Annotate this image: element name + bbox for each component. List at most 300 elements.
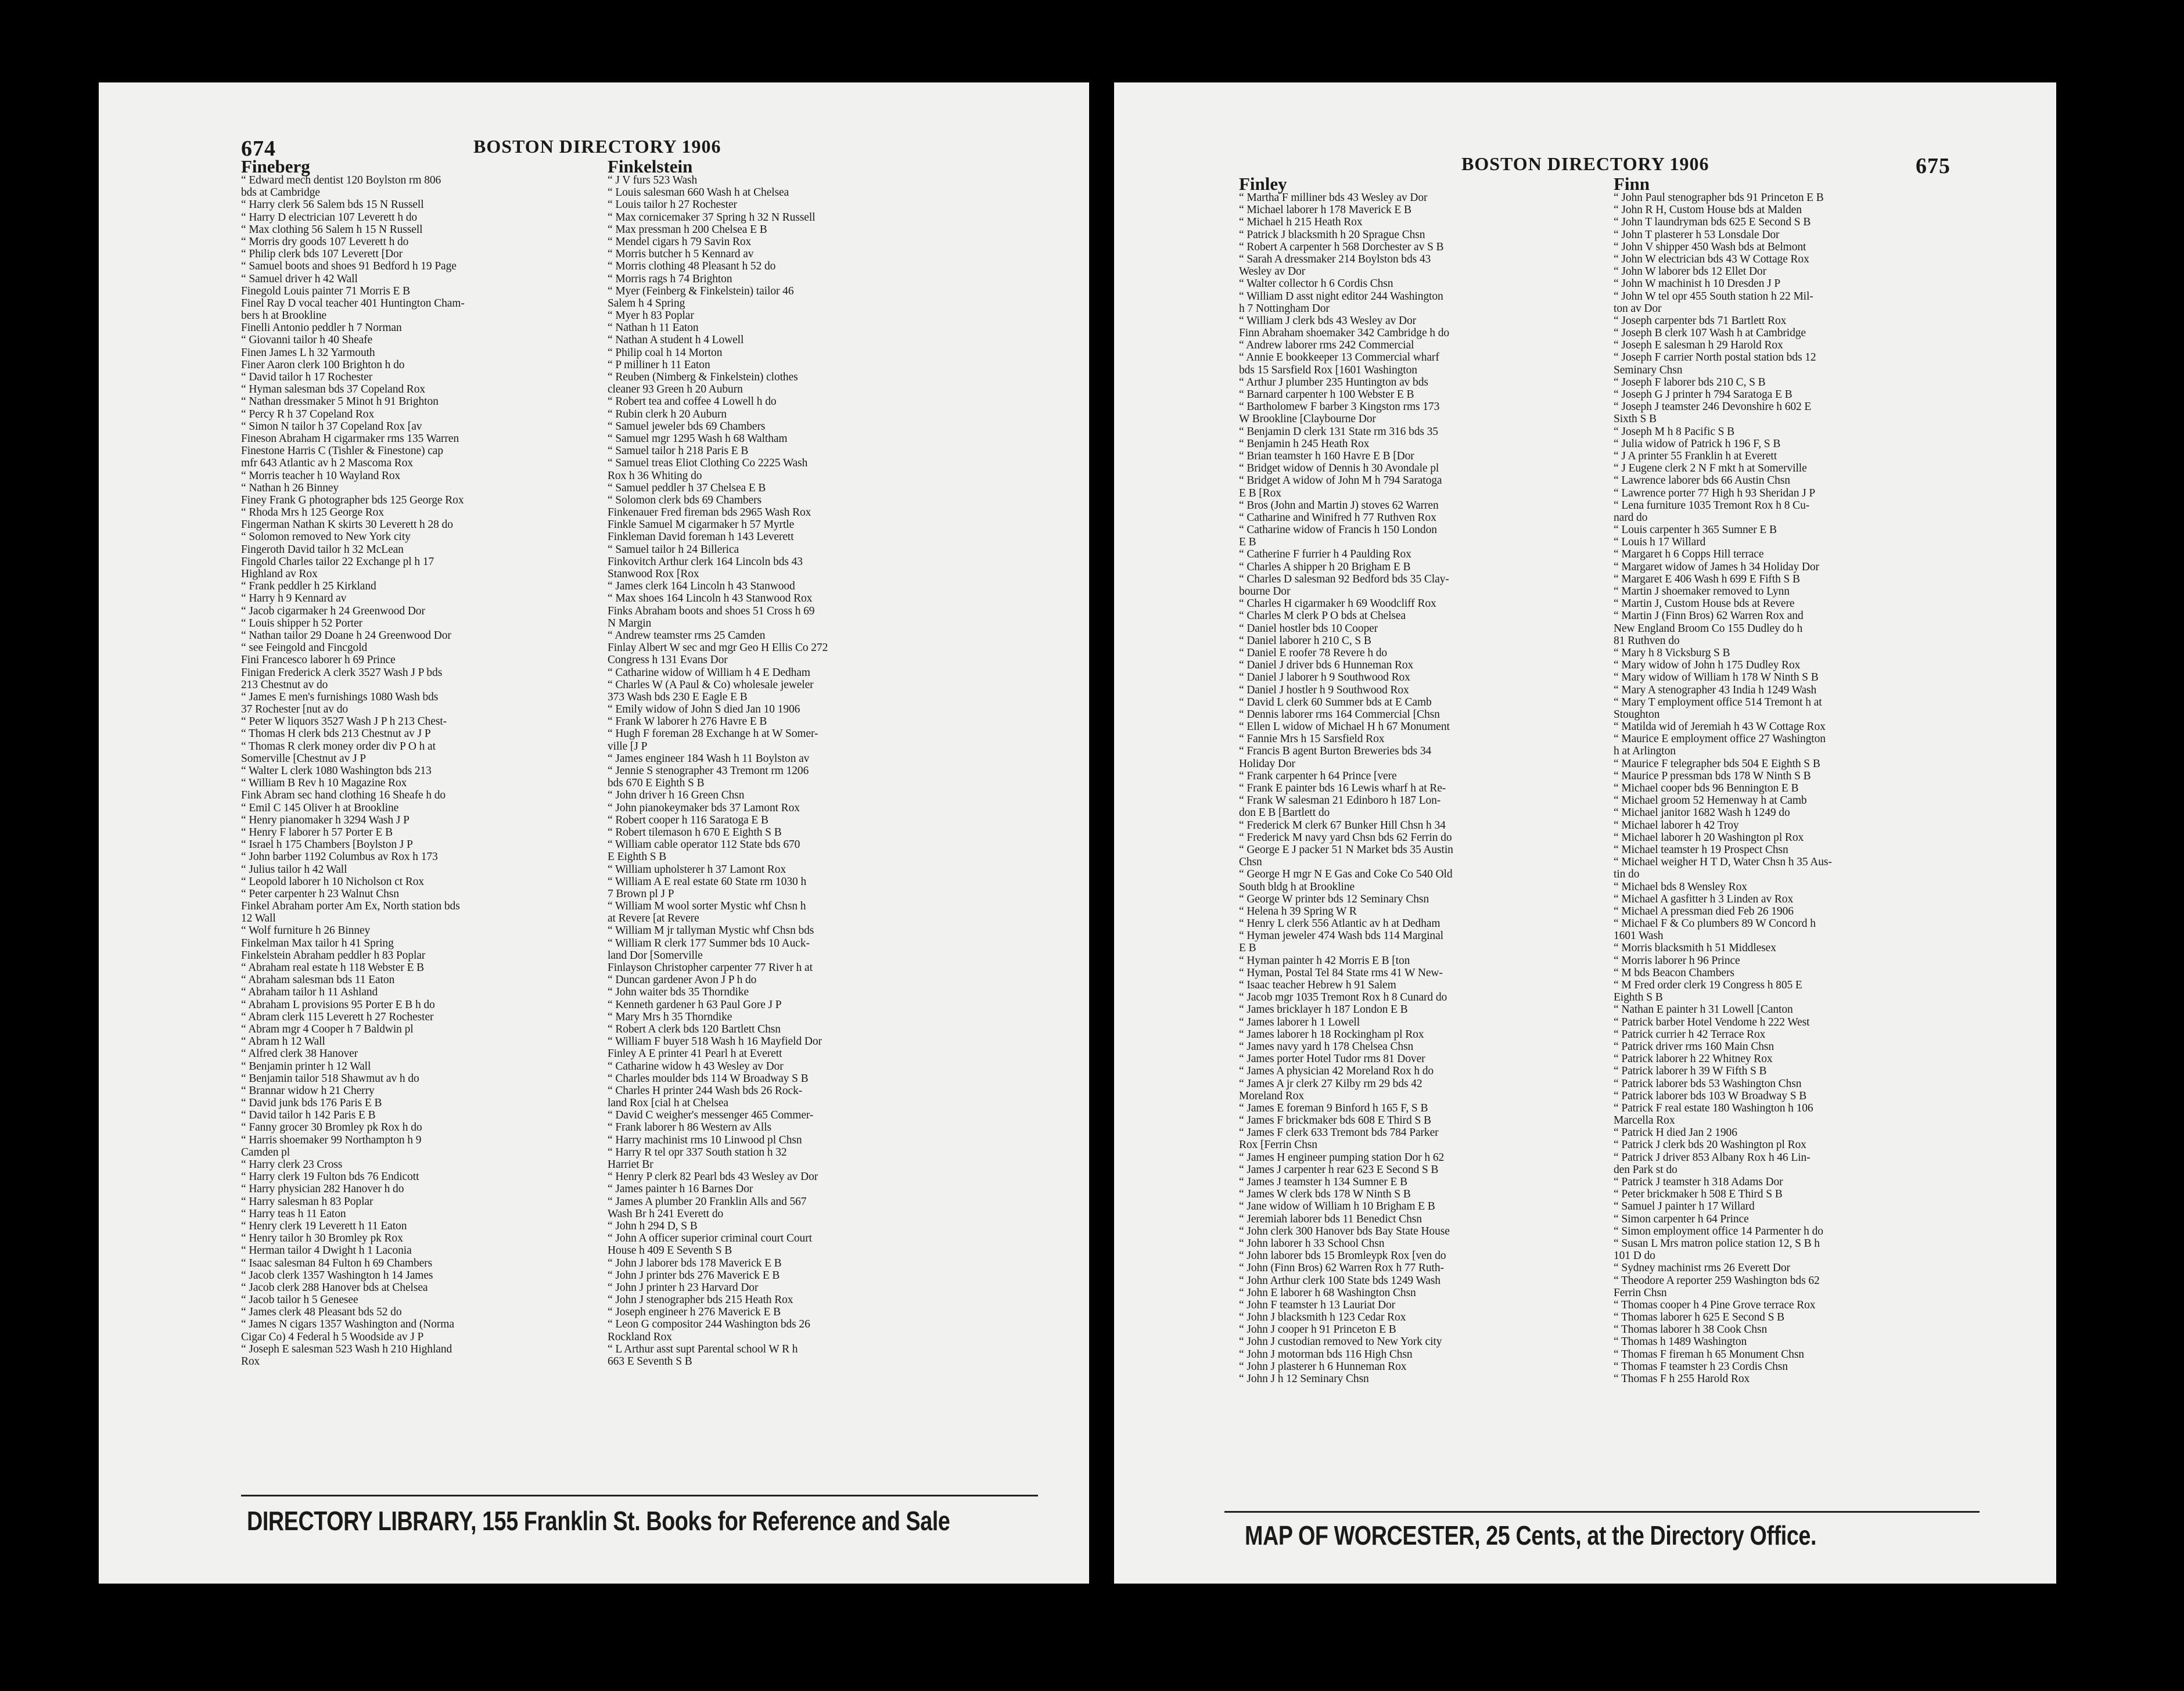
- directory-entry: Finegold Louis painter 71 Morris E B: [241, 285, 411, 297]
- left-column-1-head: Fineberg: [241, 156, 310, 177]
- directory-entry: “ Joseph carpenter bds 71 Bartlett Rox: [1614, 314, 1787, 327]
- directory-entry: “ John J blacksmith h 123 Cedar Rox: [1239, 1311, 1406, 1324]
- directory-entry: E B [Rox: [1239, 487, 1281, 499]
- directory-entry: “ Jane widow of William h 10 Brigham E B: [1239, 1200, 1435, 1213]
- directory-entry: don E B [Bartlett do: [1239, 807, 1330, 819]
- directory-entry: N Margin: [608, 617, 652, 629]
- directory-entry: “ John J printer h 23 Harvard Dor: [608, 1281, 759, 1294]
- directory-entry: “ Walter L clerk 1080 Washington bds 213: [241, 765, 432, 777]
- directory-entry: “ Lawrence laborer bds 66 Austin Chsn: [1614, 474, 1790, 487]
- directory-entry: “ Matilda wid of Jeremiah h 43 W Cottage Rox: [1614, 721, 1826, 733]
- directory-entry: “ L Arthur asst supt Parental school W R h: [608, 1343, 798, 1355]
- directory-entry: “ Patrick J driver 853 Albany Rox h 46 Lin-: [1614, 1151, 1811, 1164]
- directory-entry: “ Fanny grocer 30 Bromley pk Rox h do: [241, 1121, 422, 1134]
- directory-entry: Highland av Rox: [241, 568, 318, 580]
- directory-entry: “ Helena h 39 Spring W R: [1239, 905, 1357, 918]
- directory-entry: “ John A officer superior criminal court Court: [608, 1232, 812, 1245]
- directory-entry: “ Sarah A dressmaker 214 Boylston bds 43: [1239, 253, 1431, 265]
- directory-entry: “ Max clothing 56 Salem h 15 N Russell: [241, 223, 423, 236]
- directory-entry: 7 Brown pl J P: [608, 887, 674, 900]
- directory-entry: “ Thomas R clerk money order div P O h at: [241, 740, 436, 753]
- directory-entry: “ William R clerk 177 Summer bds 10 Auck-: [608, 937, 810, 949]
- directory-entry: “ Hugh F foreman 28 Exchange h at W Somer-: [608, 728, 818, 740]
- right-page-number: 675: [1916, 154, 1950, 178]
- directory-entry: “ James E foreman 9 Binford h 165 F, S B: [1239, 1102, 1428, 1114]
- directory-entry: “ Abraham salesman bds 11 Eaton: [241, 974, 395, 987]
- directory-entry: Wash Br h 241 Everett do: [608, 1207, 724, 1220]
- directory-entry: “ Thomas h 1489 Washington: [1614, 1336, 1747, 1348]
- directory-entry: E B: [1239, 536, 1256, 549]
- right-column-2-head: Finn: [1614, 174, 1650, 194]
- directory-entry: “ Simon employment office 14 Parmenter h do: [1614, 1225, 1823, 1237]
- directory-entry: “ Robert A carpenter h 568 Dorchester av S B: [1239, 240, 1444, 253]
- directory-entry: “ John R H, Custom House bds at Malden: [1614, 204, 1802, 217]
- directory-entry: “ William upholsterer h 37 Lamont Rox: [608, 863, 786, 876]
- directory-entry: “ Abram clerk 115 Leverett h 27 Rochester: [241, 1010, 434, 1023]
- directory-entry: “ Solomon clerk bds 69 Chambers: [608, 494, 761, 506]
- directory-entry: “ Charles moulder bds 114 W Broadway S B: [608, 1072, 809, 1085]
- directory-entry: “ Hyman jeweler 474 Wash bds 114 Marginal: [1239, 930, 1443, 942]
- directory-entry: “ Walter collector h 6 Cordis Chsn: [1239, 278, 1393, 290]
- directory-entry: “ Patrick J blacksmith h 20 Sprague Chsn: [1239, 228, 1425, 241]
- directory-entry: “ John F teamster h 13 Lauriat Dor: [1239, 1298, 1395, 1311]
- directory-entry: “ Edward mech dentist 120 Boylston rm 806: [241, 174, 441, 186]
- directory-entry: Rockland Rox: [608, 1330, 672, 1343]
- left-column-2: [608, 156, 971, 1368]
- directory-entry: “ Dennis laborer rms 164 Commercial [Chsn: [1239, 708, 1440, 721]
- directory-entry: “ Hyman painter h 42 Morris E B [ton: [1239, 954, 1410, 967]
- directory-entry: “ Joseph J teamster 246 Devonshire h 602 E: [1614, 401, 1812, 413]
- directory-entry: “ Mary A stenographer 43 India h 1249 Wash: [1614, 683, 1817, 696]
- directory-entry: “ Henry tailor h 30 Bromley pk Rox: [241, 1232, 403, 1245]
- directory-entry: “ Catharine widow h 43 Wesley av Dor: [608, 1060, 784, 1073]
- directory-entry: “ Harry h 9 Kennard av: [241, 592, 347, 605]
- directory-entry: “ Robert tilemason h 670 E Eighth S B: [608, 826, 782, 839]
- directory-entry: “ Henry P clerk 82 Pearl bds 43 Wesley av Dor: [608, 1171, 818, 1183]
- directory-entry: “ Thomas cooper h 4 Pine Grove terrace Rox: [1614, 1298, 1816, 1311]
- directory-entry: “ Thomas F teamster h 23 Cordis Chsn: [1614, 1360, 1788, 1373]
- directory-entry: “ Frank peddler h 25 Kirkland: [241, 580, 376, 593]
- directory-entry: “ Michael groom 52 Hemenway h at Camb: [1614, 794, 1807, 807]
- directory-entry: “ Martin J shoemaker removed to Lynn: [1614, 585, 1790, 598]
- directory-entry: Camden pl: [241, 1146, 290, 1158]
- directory-entry: “ James A plumber 20 Franklin Alls and 567: [608, 1195, 807, 1208]
- directory-entry: “ Harry clerk 19 Fulton bds 76 Endicott: [241, 1171, 419, 1183]
- directory-entry: Fini Francesco laborer h 69 Prince: [241, 654, 396, 667]
- directory-entry: “ Catharine and Winifred h 77 Ruthven Rox: [1239, 511, 1436, 524]
- directory-entry: “ Thomas laborer h 38 Cook Chsn: [1614, 1323, 1768, 1336]
- directory-entry: “ John T laundryman bds 625 E Second S B: [1614, 216, 1811, 229]
- directory-entry: “ John J plasterer h 6 Hunneman Rox: [1239, 1360, 1407, 1373]
- directory-entry: Finer Aaron clerk 100 Brighton h do: [241, 358, 405, 371]
- directory-entry: Holiday Dor: [1239, 757, 1295, 770]
- directory-entry: “ Patrick laborer h 39 W Fifth S B: [1614, 1065, 1767, 1078]
- directory-entry: “ Mary Mrs h 35 Thorndike: [608, 1010, 732, 1023]
- directory-entry: “ Patrick laborer bds 53 Washington Chsn: [1614, 1077, 1802, 1090]
- directory-entry: “ Morris butcher h 5 Kennard av: [608, 248, 754, 261]
- directory-entry: “ Philip clerk bds 107 Leverett [Dor: [241, 248, 403, 261]
- directory-entry: “ Bridget widow of Dennis h 30 Avondale pl: [1239, 462, 1439, 475]
- directory-entry: Finelli Antonio peddler h 7 Norman: [241, 322, 402, 334]
- directory-entry: “ Abraham tailor h 11 Ashland: [241, 986, 378, 999]
- directory-entry: “ Joseph B clerk 107 Wash h at Cambridge: [1614, 327, 1806, 340]
- directory-entry: “ Margaret widow of James h 34 Holiday Dor: [1614, 560, 1819, 573]
- directory-entry: Finigan Frederick A clerk 3527 Wash J P bds: [241, 666, 443, 679]
- directory-entry: W Brookline [Claybourne Dor: [1239, 413, 1376, 426]
- directory-entry: “ James bricklayer h 187 London E B: [1239, 1003, 1408, 1016]
- directory-entry: New England Broom Co 155 Dudley do h: [1614, 622, 1803, 635]
- directory-entry: Fingeroth David tailor h 32 McLean: [241, 543, 404, 556]
- directory-entry: “ Reuben (Nimberg & Finkelstein) clothes: [608, 371, 798, 383]
- directory-entry: “ David L clerk 60 Summer bds at E Camb: [1239, 696, 1432, 708]
- directory-entry: “ Leon G compositor 244 Washington bds 26: [608, 1318, 810, 1331]
- directory-entry: Finlayson Christopher carpenter 77 River h at: [608, 962, 813, 974]
- directory-entry: Finestone Harris C (Tishler & Finestone) cap: [241, 445, 444, 458]
- directory-entry: Finkovitch Arthur clerk 164 Lincoln bds 43: [608, 555, 803, 568]
- directory-entry: “ Herman tailor 4 Dwight h 1 Laconia: [241, 1244, 412, 1257]
- right-footer-rule: [1224, 1511, 1980, 1513]
- directory-entry: “ Harry clerk 23 Cross: [241, 1158, 343, 1171]
- directory-entry: “ Samuel driver h 42 Wall: [241, 272, 358, 285]
- directory-entry: “ Hyman salesman bds 37 Copeland Rox: [241, 383, 426, 396]
- directory-entry: “ Catherine F furrier h 4 Paulding Rox: [1239, 548, 1411, 561]
- directory-entry: “ Wolf furniture h 26 Binney: [241, 924, 371, 937]
- directory-entry: “ Peter brickmaker h 508 E Third S B: [1614, 1188, 1783, 1201]
- directory-entry: “ Nathan dressmaker 5 Minot h 91 Brighton: [241, 395, 439, 408]
- directory-entry: “ James A jr clerk 27 Kilby rm 29 bds 42: [1239, 1077, 1423, 1090]
- directory-entry: “ James J carpenter h rear 623 E Second S B: [1239, 1163, 1439, 1176]
- left-running-head: [241, 136, 961, 159]
- directory-entry: land Dor [Somerville: [608, 949, 703, 962]
- directory-entry: “ Isaac salesman 84 Fulton h 69 Chambers: [241, 1257, 433, 1269]
- directory-entry: “ Peter carpenter h 23 Walnut Chsn: [241, 887, 399, 900]
- directory-entry: “ Israel h 175 Chambers [Boylston J P: [241, 839, 413, 851]
- directory-entry: “ Rhoda Mrs h 125 George Rox: [241, 506, 384, 519]
- directory-entry: “ James F clerk 633 Tremont bds 784 Parker: [1239, 1127, 1439, 1139]
- directory-entry: “ John E laborer h 68 Washington Chsn: [1239, 1286, 1416, 1299]
- directory-entry: “ Louis salesman 660 Wash h at Chelsea: [608, 186, 789, 199]
- directory-entry: “ Henry clerk 19 Leverett h 11 Eaton: [241, 1219, 407, 1232]
- directory-entry: “ Harry teas h 11 Eaton: [241, 1207, 346, 1220]
- directory-entry: “ Sydney machinist rms 26 Everett Dor: [1614, 1262, 1790, 1275]
- directory-entry: “ Myer (Feinberg & Finkelstein) tailor 46: [608, 285, 794, 297]
- directory-entry: “ Harris shoemaker 99 Northampton h 9: [241, 1134, 422, 1146]
- directory-entry: 213 Chestnut av do: [241, 678, 328, 691]
- directory-entry: “ Solomon removed to New York city: [241, 531, 411, 544]
- left-running-title: BOSTON DIRECTORY 1906: [473, 136, 721, 157]
- directory-entry: “ John J laborer bds 178 Maverick E B: [608, 1257, 782, 1269]
- directory-entry: “ Myer h 83 Poplar: [608, 310, 694, 322]
- directory-entry: “ Mary h 8 Vicksburg S B: [1614, 646, 1730, 659]
- directory-entry: “ John laborer h 33 School Chsn: [1239, 1237, 1385, 1250]
- directory-entry: Wesley av Dor: [1239, 265, 1306, 278]
- directory-entry: “ David tailor h 142 Paris E B: [241, 1109, 376, 1122]
- directory-entry: “ Hyman, Postal Tel 84 State rms 41 W New-: [1239, 966, 1443, 979]
- directory-entry: “ George W printer bds 12 Seminary Chsn: [1239, 893, 1429, 905]
- directory-entry: Harriet Br: [608, 1158, 653, 1171]
- directory-entry: “ David tailor h 17 Rochester: [241, 371, 373, 383]
- directory-entry: bds 670 E Eighth S B: [608, 777, 705, 790]
- directory-entry: South bldg h at Brookline: [1239, 880, 1355, 893]
- directory-entry: “ John waiter bds 35 Thorndike: [608, 986, 749, 999]
- left-footer-rule: [241, 1495, 1038, 1496]
- directory-entry: Finkleman David foreman h 143 Leverett: [608, 531, 794, 544]
- directory-entry: “ Percy R h 37 Copeland Rox: [241, 408, 375, 420]
- directory-entry: “ John (Finn Bros) 62 Warren Rox h 77 Ruth-: [1239, 1262, 1444, 1275]
- directory-entry: “ Charles H printer 244 Wash bds 26 Rock-: [608, 1084, 803, 1097]
- directory-entry: “ Francis B agent Burton Breweries bds 34: [1239, 745, 1432, 758]
- directory-entry: Sixth S B: [1614, 413, 1657, 426]
- directory-entry: “ John barber 1192 Columbus av Rox h 173: [241, 851, 438, 864]
- directory-entry: “ Nathan tailor 29 Doane h 24 Greenwood Dor: [241, 629, 451, 642]
- directory-entry: “ Morris clothing 48 Pleasant h 52 do: [608, 260, 776, 273]
- directory-entry: “ Bridget A widow of John M h 794 Saratoga: [1239, 474, 1442, 487]
- directory-entry: “ James W clerk bds 178 W Ninth S B: [1239, 1188, 1411, 1201]
- directory-entry: “ Frank E painter bds 16 Lewis wharf h at Re-: [1239, 782, 1446, 794]
- directory-entry: h 7 Nottingham Dor: [1239, 302, 1330, 315]
- directory-entry: Ferrin Chsn: [1614, 1286, 1667, 1299]
- directory-entry: “ James laborer h 18 Rockingham pl Rox: [1239, 1028, 1424, 1041]
- right-running-title: BOSTON DIRECTORY 1906: [1461, 153, 1709, 174]
- directory-entry: “ Abram mgr 4 Cooper h 7 Baldwin pl: [241, 1023, 414, 1035]
- directory-entry: Finel Ray D vocal teacher 401 Huntington Cham-: [241, 297, 465, 310]
- directory-entry: “ William D asst night editor 244 Washington: [1239, 290, 1443, 303]
- directory-entry: “ Harry salesman h 83 Poplar: [241, 1195, 373, 1208]
- directory-entry: “ Michael janitor 1682 Wash h 1249 do: [1614, 807, 1790, 819]
- directory-entry: “ Duncan gardener Avon J P h do: [608, 974, 757, 987]
- directory-entry: Chsn: [1239, 856, 1262, 869]
- directory-entry: mfr 643 Atlantic av h 2 Mascoma Rox: [241, 457, 413, 470]
- directory-entry: “ Louis h 17 Willard: [1614, 536, 1706, 549]
- directory-entry: “ Patrick J teamster h 318 Adams Dor: [1614, 1176, 1783, 1188]
- directory-entry: “ Patrick J clerk bds 20 Washington pl Rox: [1614, 1139, 1806, 1152]
- directory-entry: “ Jeremiah laborer bds 11 Benedict Chsn: [1239, 1213, 1422, 1225]
- directory-entry: “ Samuel treas Eliot Clothing Co 2225 Wash: [608, 457, 808, 470]
- directory-entry: “ Jacob mgr 1035 Tremont Rox h 8 Cunard do: [1239, 991, 1447, 1004]
- directory-entry: “ John J custodian removed to New York city: [1239, 1336, 1442, 1348]
- directory-entry: 101 D do: [1614, 1250, 1655, 1262]
- directory-entry: “ Margaret E 406 Wash h 699 E Fifth S B: [1614, 573, 1800, 585]
- directory-entry: “ J Eugene clerk 2 N F mkt h at Somerville: [1614, 462, 1807, 475]
- directory-entry: “ Bros (John and Martin J) stoves 62 Warren: [1239, 499, 1439, 512]
- directory-entry: “ P milliner h 11 Eaton: [608, 358, 710, 371]
- directory-entry: “ Daniel laborer h 210 C, S B: [1239, 634, 1371, 647]
- directory-entry: “ Harry machinist rms 10 Linwood pl Chsn: [608, 1134, 802, 1146]
- directory-entry: ville [J P: [608, 740, 648, 753]
- directory-entry: Stanwood Rox [Rox: [608, 568, 699, 580]
- directory-entry: “ William B Rev h 10 Magazine Rox: [241, 777, 407, 790]
- directory-entry: at Revere [at Revere: [608, 912, 699, 925]
- directory-entry: Somerville [Chestnut av J P: [241, 752, 367, 765]
- directory-entry: “ Patrick laborer bds 103 W Broadway S B: [1614, 1089, 1807, 1102]
- directory-entry: “ Michael cooper bds 96 Bennington E B: [1614, 782, 1799, 794]
- directory-entry: Finkenauer Fred fireman bds 2965 Wash Rox: [608, 506, 811, 519]
- directory-entry: Fineson Abraham H cigarmaker rms 135 Warren: [241, 432, 459, 445]
- directory-entry: “ Joseph M h 8 Pacific S B: [1614, 425, 1735, 438]
- left-page: [99, 82, 1089, 1584]
- left-footer-advert: DIRECTORY LIBRARY, 155 Franklin St. Books for Reference and Sale: [247, 1506, 950, 1536]
- left-page-number: 674: [241, 136, 276, 161]
- directory-entry: 373 Wash bds 230 E Eagle E B: [608, 690, 748, 703]
- directory-entry: 663 E Seventh S B: [608, 1355, 692, 1368]
- directory-entry: Finn Abraham shoemaker 342 Cambridge h do: [1239, 327, 1450, 340]
- directory-entry: Fingold Charles tailor 22 Exchange pl h 17: [241, 555, 434, 568]
- left-column-2-head: Finkelstein: [608, 156, 693, 177]
- directory-entry: “ Abram h 12 Wall: [241, 1035, 325, 1048]
- directory-entry: “ James navy yard h 178 Chelsea Chsn: [1239, 1040, 1414, 1053]
- directory-entry: “ Barnard carpenter h 100 Webster E B: [1239, 388, 1414, 401]
- directory-entry: “ Lawrence porter 77 High h 93 Sheridan J P: [1614, 487, 1816, 499]
- directory-entry: “ Samuel peddler h 37 Chelsea E B: [608, 481, 766, 494]
- directory-entry: “ Michael A pressman died Feb 26 1906: [1614, 905, 1794, 918]
- directory-entry: “ Maurice E employment office 27 Washington: [1614, 733, 1826, 746]
- directory-entry: “ J V furs 523 Wash: [608, 174, 698, 186]
- directory-entry: “ Frank W salesman 21 Edinboro h 187 Lon-: [1239, 794, 1441, 807]
- directory-entry: “ Julia widow of Patrick h 196 F, S B: [1614, 437, 1781, 450]
- directory-entry: Finen James L h 32 Yarmouth: [241, 346, 375, 359]
- directory-entry: “ Charles H cigarmaker h 69 Woodcliff Rox: [1239, 598, 1436, 610]
- directory-entry: “ M Fred order clerk 19 Congress h 805 E: [1614, 979, 1802, 991]
- directory-entry: “ Patrick driver rms 160 Main Chsn: [1614, 1040, 1774, 1053]
- directory-entry: bourne Dor: [1239, 585, 1291, 598]
- directory-entry: “ Fannie Mrs h 15 Sarsfield Rox: [1239, 733, 1385, 746]
- directory-entry: “ Jacob cigarmaker h 24 Greenwood Dor: [241, 605, 425, 617]
- directory-entry: House h 409 E Seventh S B: [608, 1244, 732, 1257]
- directory-entry: “ Simon carpenter h 64 Prince: [1614, 1213, 1749, 1225]
- directory-entry: “ Susan L Mrs matron police station 12, S B h: [1614, 1237, 1820, 1250]
- directory-entry: “ James laborer h 1 Lowell: [1239, 1016, 1360, 1028]
- left-column-2-entries: [608, 174, 971, 1368]
- directory-entry: Fink Abram sec hand clothing 16 Sheafe h do: [241, 789, 446, 802]
- directory-entry: Marcella Rox: [1614, 1114, 1675, 1127]
- directory-entry: “ Michael teamster h 19 Prospect Chsn: [1614, 843, 1788, 856]
- directory-entry: “ Abraham real estate h 118 Webster E B: [241, 962, 425, 974]
- directory-entry: “ Morris blacksmith h 51 Middlesex: [1614, 942, 1776, 955]
- directory-entry: “ Peter W liquors 3527 Wash J P h 213 Chest-: [241, 715, 447, 728]
- directory-entry: “ Robert A clerk bds 120 Bartlett Chsn: [608, 1023, 781, 1035]
- directory-entry: “ John J printer bds 276 Maverick E B: [608, 1269, 780, 1282]
- directory-entry: “ Daniel J hostler h 9 Southwood Rox: [1239, 683, 1409, 696]
- directory-entry: “ Morris dry goods 107 Leverett h do: [241, 235, 409, 248]
- directory-entry: “ William cable operator 112 State bds 670: [608, 839, 800, 851]
- directory-entry: “ Samuel mgr 1295 Wash h 68 Waltham: [608, 432, 788, 445]
- directory-entry: “ Nathan A student h 4 Lowell: [608, 334, 744, 347]
- directory-entry: “ Thomas H clerk bds 213 Chestnut av J P: [241, 728, 431, 740]
- directory-entry: “ Benjamin tailor 518 Shawmut av h do: [241, 1072, 419, 1085]
- directory-entry: “ Alfred clerk 38 Hanover: [241, 1048, 358, 1060]
- directory-entry: “ Frank W laborer h 276 Havre E B: [608, 715, 767, 728]
- directory-entry: “ Arthur J plumber 235 Huntington av bds: [1239, 376, 1428, 388]
- directory-entry: “ John laborer bds 15 Bromleypk Rox [ven do: [1239, 1250, 1446, 1262]
- directory-entry: “ George H mgr N E Gas and Coke Co 540 Old: [1239, 868, 1453, 881]
- directory-entry: “ Benjamin D clerk 131 State rm 316 bds 35: [1239, 425, 1438, 438]
- directory-entry: “ Nathan h 26 Binney: [241, 481, 339, 494]
- directory-entry: “ Joseph F laborer bds 210 C, S B: [1614, 376, 1766, 388]
- directory-entry: “ Martin J (Finn Bros) 62 Warren Rox and: [1614, 610, 1804, 623]
- directory-entry: “ Henry F laborer h 57 Porter E B: [241, 826, 393, 839]
- directory-entry: “ Max shoes 164 Lincoln h 43 Stanwood Rox: [608, 592, 813, 605]
- directory-entry: “ Rubin clerk h 20 Auburn: [608, 408, 727, 420]
- directory-entry: “ Robert tea and coffee 4 Lowell h do: [608, 395, 777, 408]
- directory-entry: “ see Feingold and Fincgold: [241, 642, 368, 654]
- directory-entry: Stoughton: [1614, 708, 1660, 721]
- directory-entry: Finks Abraham boots and shoes 51 Cross h 69: [608, 605, 815, 617]
- directory-entry: den Park st do: [1614, 1163, 1677, 1176]
- directory-entry: “ Harry physician 282 Hanover h do: [241, 1183, 404, 1196]
- directory-entry: “ Robert cooper h 116 Saratoga E B: [608, 814, 768, 826]
- directory-entry: “ Charles M clerk P O bds at Chelsea: [1239, 610, 1406, 623]
- directory-entry: “ John J stenographer bds 215 Heath Rox: [608, 1294, 793, 1307]
- directory-entry: “ Bartholomew F barber 3 Kingston rms 173: [1239, 401, 1440, 413]
- directory-entry: “ James N cigars 1357 Washington and (Norma: [241, 1318, 454, 1331]
- directory-entry: 12 Wall: [241, 912, 276, 925]
- directory-entry: “ Michael laborer h 20 Washington pl Rox: [1614, 831, 1804, 844]
- directory-entry: “ James engineer 184 Wash h 11 Boylston av: [608, 752, 810, 765]
- directory-entry: “ Giovanni tailor h 40 Sheafe: [241, 334, 373, 347]
- directory-entry: “ Henry L clerk 556 Atlantic av h at Dedham: [1239, 918, 1441, 930]
- directory-entry: Rox: [241, 1355, 260, 1368]
- directory-entry: cleaner 93 Green h 20 Auburn: [608, 383, 743, 396]
- directory-entry: “ John J cooper h 91 Princeton E B: [1239, 1323, 1396, 1336]
- directory-entry: “ Philip coal h 14 Morton: [608, 346, 723, 359]
- directory-entry: “ M bds Beacon Chambers: [1614, 966, 1734, 979]
- directory-entry: “ William M wool sorter Mystic whf Chsn h: [608, 900, 806, 913]
- directory-entry: “ Harry D electrician 107 Leverett h do: [241, 211, 418, 224]
- directory-entry: “ Andrew teamster rms 25 Camden: [608, 629, 766, 642]
- directory-entry: “ Morris teacher h 10 Wayland Rox: [241, 469, 401, 482]
- directory-entry: “ John J h 12 Seminary Chsn: [1239, 1373, 1369, 1385]
- directory-entry: “ Brannar widow h 21 Cherry: [241, 1084, 375, 1097]
- directory-entry: “ Lena furniture 1035 Tremont Rox h 8 Cu-: [1614, 499, 1810, 512]
- right-running-head: [1201, 153, 1950, 178]
- directory-entry: “ Mary widow of William h 178 W Ninth S B: [1614, 671, 1819, 684]
- directory-entry: “ Michael A gasfitter h 3 Linden av Rox: [1614, 893, 1794, 905]
- directory-entry: “ James clerk 48 Pleasant bds 52 do: [241, 1306, 402, 1319]
- directory-entry: “ Andrew laborer rms 242 Commercial: [1239, 339, 1414, 352]
- directory-entry: “ Samuel tailor h 24 Billerica: [608, 543, 739, 556]
- directory-entry: “ Nathan h 11 Eaton: [608, 322, 699, 334]
- directory-entry: “ Frank laborer h 86 Western av Alls: [608, 1121, 772, 1134]
- directory-entry: “ John driver h 16 Green Chsn: [608, 789, 745, 802]
- directory-entry: “ Joseph E salesman 523 Wash h 210 Highland: [241, 1343, 452, 1355]
- directory-entry: “ John Arthur clerk 100 State bds 1249 Wash: [1239, 1274, 1441, 1287]
- directory-entry: “ Joseph E salesman h 29 Harold Rox: [1614, 339, 1783, 352]
- directory-entry: “ Brian teamster h 160 Havre E B [Dor: [1239, 449, 1414, 462]
- directory-entry: “ Michael h 215 Heath Rox: [1239, 216, 1363, 229]
- directory-entry: “ Patrick laborer h 22 Whitney Rox: [1614, 1053, 1773, 1066]
- directory-entry: “ Isaac teacher Hebrew h 91 Salem: [1239, 979, 1396, 991]
- directory-entry: “ Charles D salesman 92 Bedford bds 35 Clay-: [1239, 573, 1449, 585]
- directory-entry: “ Joseph F carrier North postal station bds 12: [1614, 351, 1816, 364]
- directory-entry: Cigar Co) 4 Federal h 5 Woodside av J P: [241, 1330, 424, 1343]
- directory-entry: land Rox [cial h at Chelsea: [608, 1097, 728, 1110]
- directory-entry: “ William F buyer 518 Wash h 16 Mayfield Dor: [608, 1035, 822, 1048]
- directory-entry: “ Morris rags h 74 Brighton: [608, 272, 732, 285]
- directory-entry: “ William A E real estate 60 State rm 1030 h: [608, 875, 807, 888]
- directory-entry: “ Julius tailor h 42 Wall: [241, 863, 347, 876]
- directory-entry: “ Maurice F telegrapher bds 504 E Eighth S B: [1614, 757, 1820, 770]
- directory-entry: “ John h 294 D, S B: [608, 1219, 698, 1232]
- directory-entry: Eighth S B: [1614, 991, 1663, 1004]
- directory-entry: “ Patrick barber Hotel Vendome h 222 West: [1614, 1016, 1810, 1028]
- directory-entry: “ Joseph G J printer h 794 Saratoga E B: [1614, 388, 1793, 401]
- directory-entry: “ John W machinist h 10 Dresden J P: [1614, 278, 1781, 290]
- directory-entry: Seminary Chsn: [1614, 364, 1683, 376]
- directory-entry: nard do: [1614, 511, 1648, 524]
- directory-entry: “ Martha F milliner bds 43 Wesley av Dor: [1239, 192, 1428, 204]
- directory-entry: “ Margaret h 6 Copps Hill terrace: [1614, 548, 1764, 561]
- directory-entry: “ Frederick M navy yard Chsn bds 62 Ferrin do: [1239, 831, 1452, 844]
